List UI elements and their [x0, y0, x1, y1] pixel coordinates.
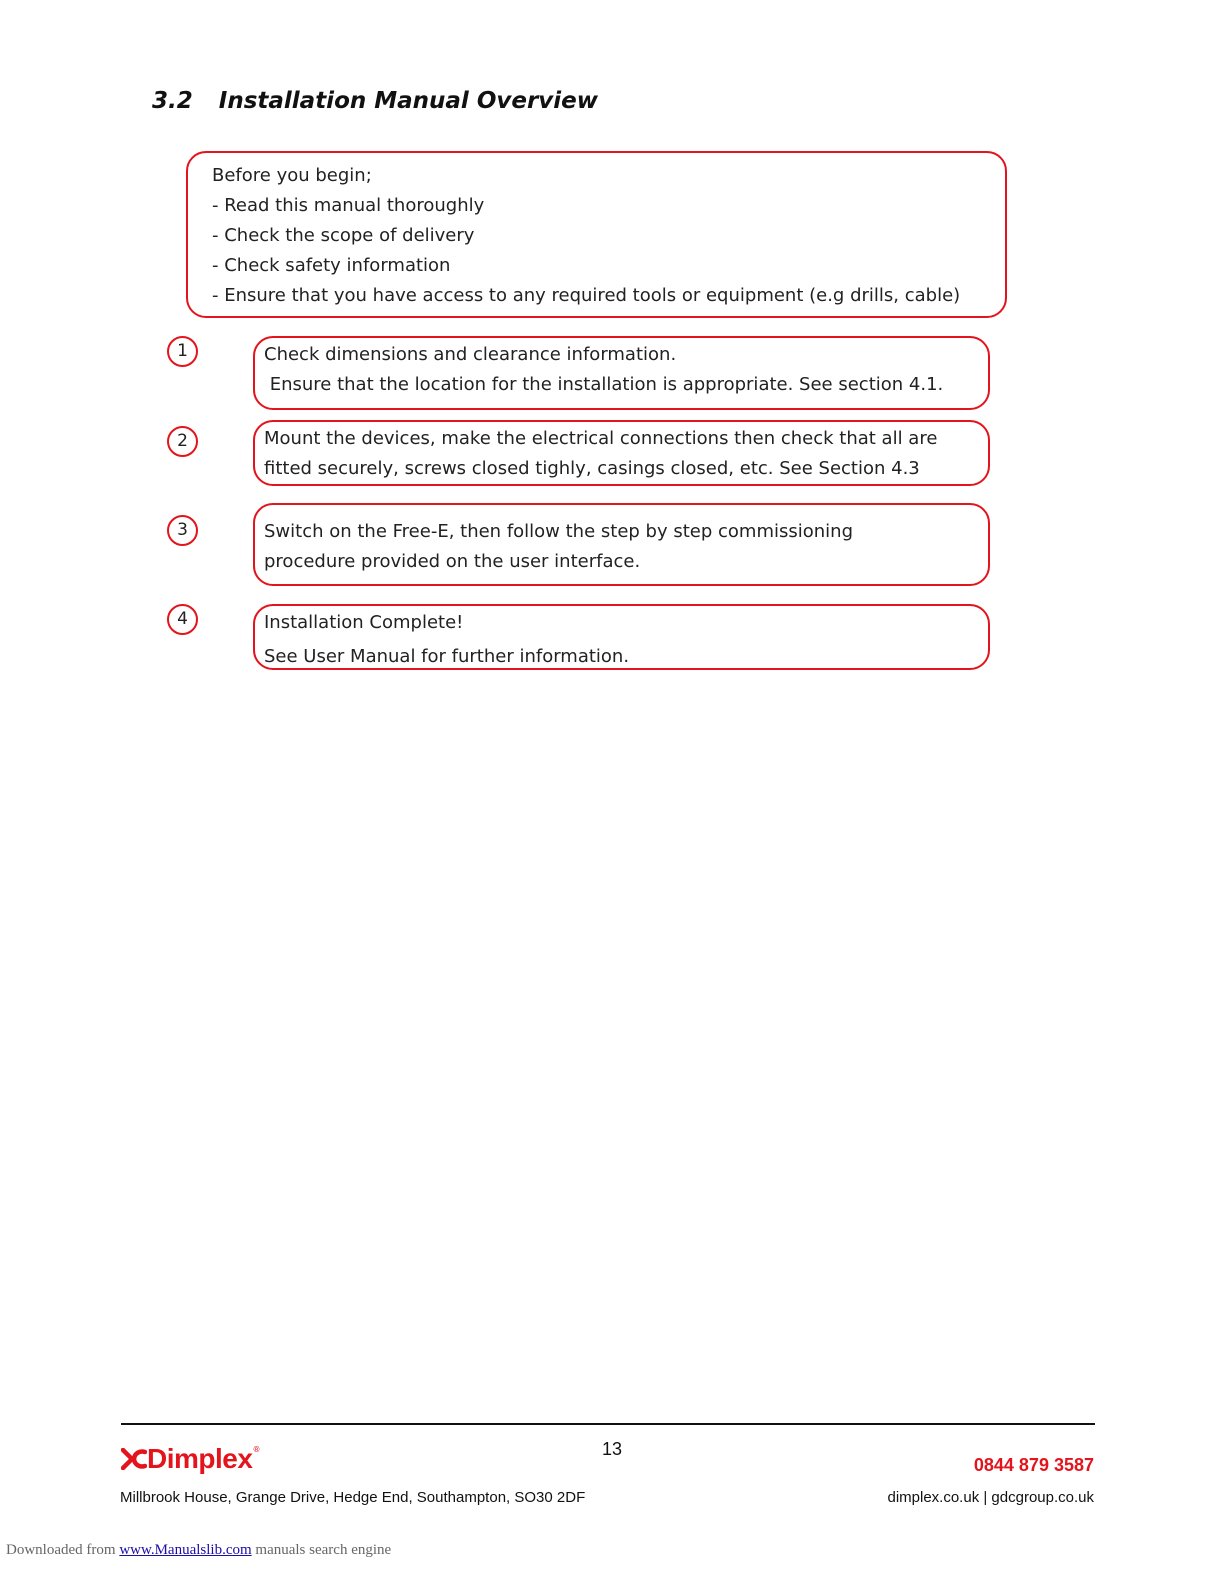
step-1-line-2: Ensure that the location for the installation is appropriate. See section 4.1. — [264, 374, 944, 395]
step-4-line-1: Installation Complete! — [264, 612, 464, 633]
download-suffix: manuals search engine — [251, 1542, 392, 1558]
step-2-box — [253, 420, 990, 486]
logo-wordmark: Dimplex — [147, 1443, 253, 1474]
section-title: Installation Manual Overview — [218, 88, 599, 114]
step-2-line-2: fitted securely, screws closed tighly, casings closed, etc. See Section 4.3 — [264, 458, 920, 479]
website-links: dimplex.co.uk | gdcgroup.co.uk — [887, 1489, 1094, 1506]
phone-number: 0844 879 3587 — [973, 1455, 1094, 1475]
intro-line: - Read this manual thoroughly — [212, 195, 485, 216]
intro-line: - Check the scope of delivery — [212, 225, 475, 246]
intro-line: Before you begin; — [212, 165, 372, 186]
step-3-line-2: procedure provided on the user interface. — [264, 551, 641, 572]
step-2-number-badge: 2 — [167, 426, 198, 457]
step-1-box — [253, 336, 990, 410]
company-address: Millbrook House, Grange Drive, Hedge End, Southampton, SO30 2DF — [120, 1489, 586, 1506]
manualslib-link[interactable]: www.Manualslib.com — [119, 1542, 252, 1558]
step-1-number-badge: 1 — [167, 336, 198, 367]
step-4-box — [253, 604, 990, 670]
intro-line: - Check safety information — [212, 255, 451, 276]
step-4-line-2: See User Manual for further information. — [264, 646, 630, 667]
step-3-line-1: Switch on the Free-E, then follow the step by step commissioning — [264, 521, 853, 542]
download-notice — [6, 1542, 391, 1559]
footer-divider — [121, 1423, 1095, 1425]
section-heading — [152, 88, 598, 114]
step-3-number-badge: 3 — [167, 515, 198, 546]
section-number: 3.2 — [152, 88, 193, 114]
step-4-number-badge: 4 — [167, 604, 198, 635]
step-1-line-1: Check dimensions and clearance information. — [264, 344, 677, 365]
page-number: 13 — [601, 1439, 623, 1459]
step-3-box — [253, 503, 990, 586]
intro-line: - Ensure that you have access to any required tools or equipment (e.g drills, cable) — [212, 285, 961, 306]
download-prefix: Downloaded from — [6, 1542, 120, 1558]
before-you-begin-box — [186, 151, 1007, 318]
registered-mark: ® — [252, 1445, 261, 1454]
step-2-line-1: Mount the devices, make the electrical connections then check that all are — [264, 428, 938, 449]
